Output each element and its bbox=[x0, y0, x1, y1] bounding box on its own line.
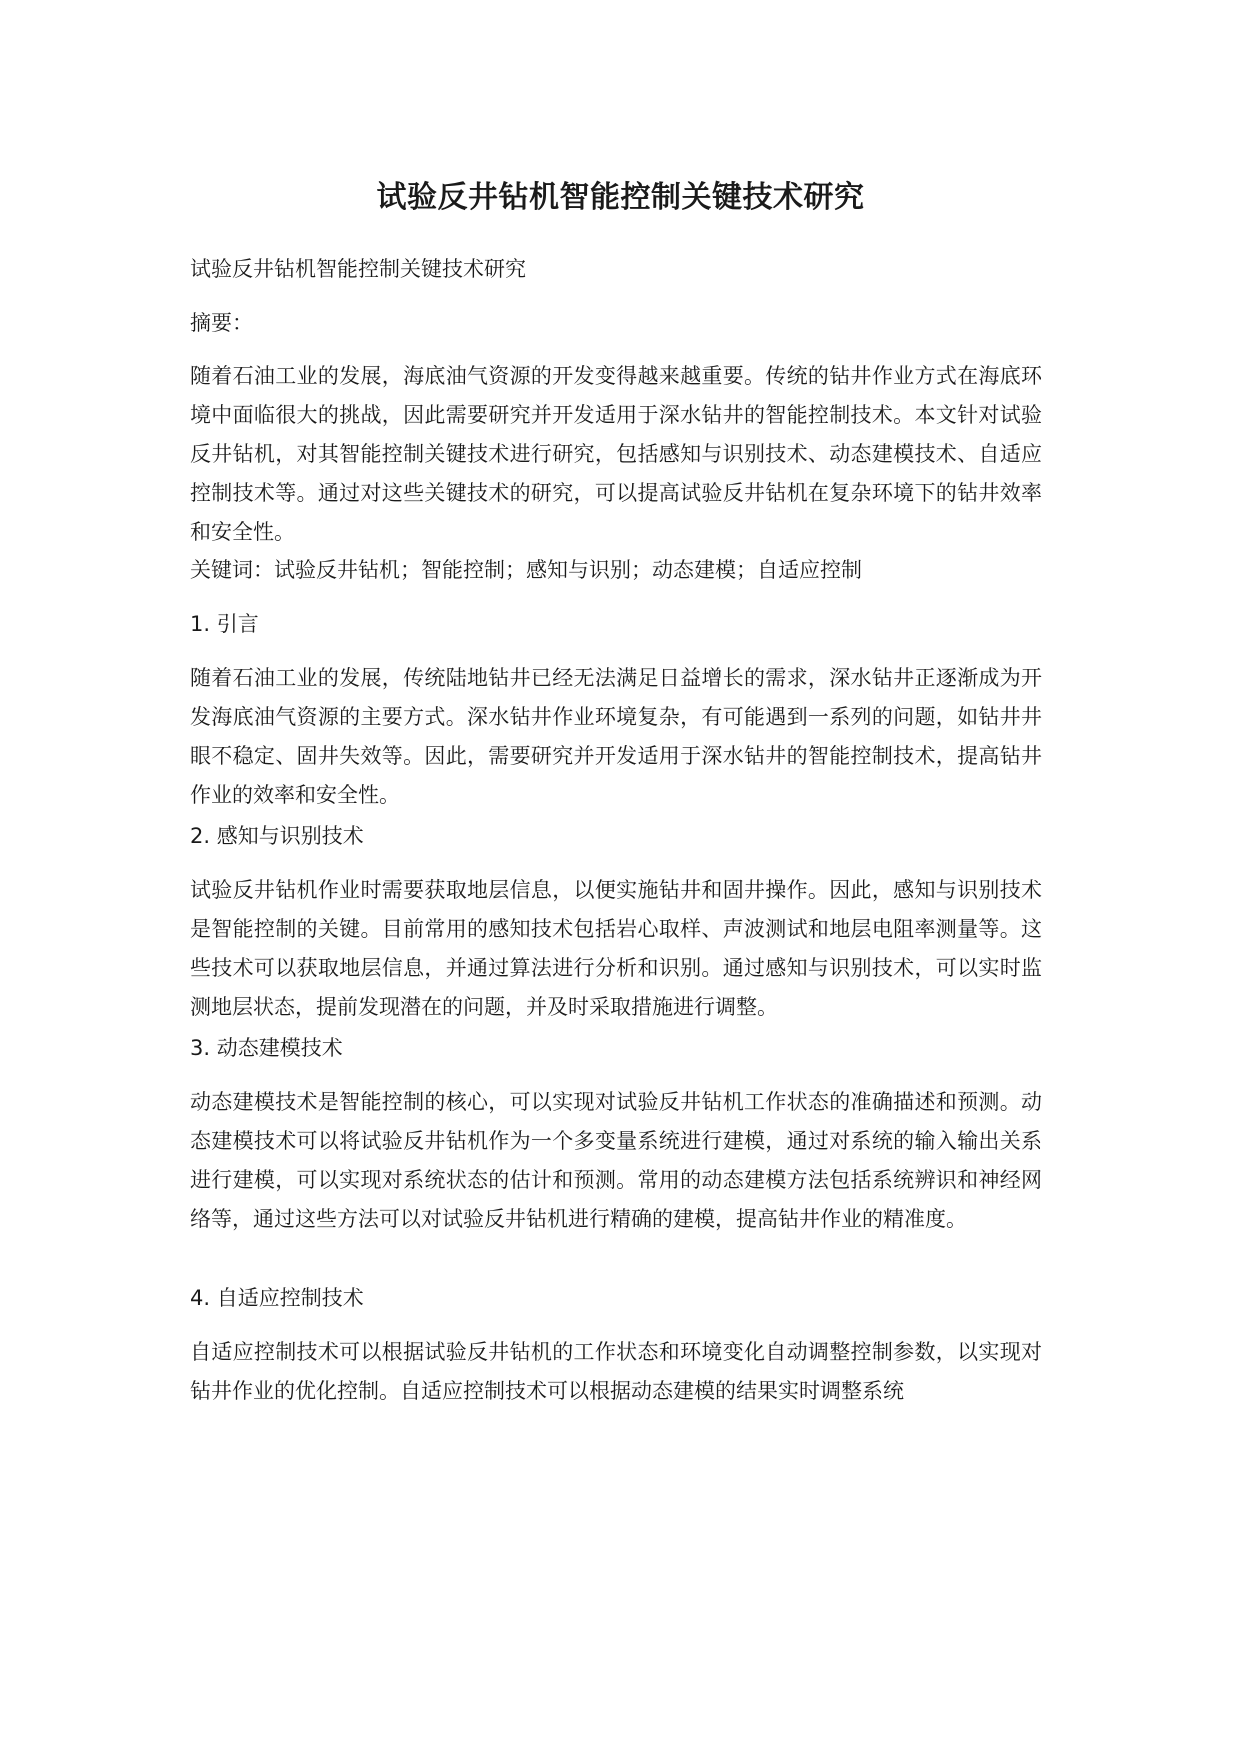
abstract-paragraph: 随着石油工业的发展，海底油气资源的开发变得越来越重要。传统的钻井作业方式在海底环境中面临很大的挑战，因此需要研究并开发适用于深水钻井的智能控制技术。本文针对试验反井钻机，对其智能控制关键技术进行研究，包括感知与识别技术、动态建模技术、自适应控制技术等。通过对这些关键技术的研究，可以提高试验反井钻机在复杂环境下的钻井效率和安全性。 bbox=[190, 364, 1042, 544]
document-title: 试验反井钻机智能控制关键技术研究 bbox=[376, 180, 865, 215]
abstract-label: 摘要： bbox=[190, 311, 253, 335]
section-heading-introduction: 1. 引言 bbox=[190, 612, 259, 636]
section-paragraph-introduction: 随着石油工业的发展，传统陆地钻井已经无法满足日益增长的需求，深水钻井正逐渐成为开发海底油气资源的主要方式。深水钻井作业环境复杂，有可能遇到一系列的问题，如钻井井眼不稳定、固井失效等。因此，需要研究并开发适用于深水钻井的智能控制技术，提高钻井作业的效率和安全性。 bbox=[190, 666, 1042, 807]
section-heading-adaptive-control: 4. 自适应控制技术 bbox=[190, 1286, 364, 1310]
section-paragraph-adaptive-control: 自适应控制技术可以根据试验反井钻机的工作状态和环境变化自动调整控制参数，以实现对钻井作业的优化控制。自适应控制技术可以根据动态建模的结果实时调整系统 bbox=[190, 1340, 1042, 1403]
section-paragraph-dynamic-modeling: 动态建模技术是智能控制的核心，可以实现对试验反井钻机工作状态的准确描述和预测。动态建模技术可以将试验反井钻机作为一个多变量系统进行建模，通过对系统的输入输出关系进行建模，可以实现对系统状态的估计和预测。常用的动态建模方法包括系统辨识和神经网络等，通过这些方法可以对试验反井钻机进行精确的建模，提高钻井作业的精准度。 bbox=[190, 1090, 1042, 1231]
keywords-line: 关键词：试验反井钻机；智能控制；感知与识别；动态建模；自适应控制 bbox=[190, 558, 862, 582]
section-heading-dynamic-modeling: 3. 动态建模技术 bbox=[190, 1036, 343, 1060]
section-heading-perception: 2. 感知与识别技术 bbox=[190, 824, 364, 848]
section-paragraph-perception: 试验反井钻机作业时需要获取地层信息，以便实施钻井和固井操作。因此，感知与识别技术是智能控制的关键。目前常用的感知技术包括岩心取样、声波测试和地层电阻率测量等。这些技术可以获取地层信息，并通过算法进行分析和识别。通过感知与识别技术，可以实时监测地层状态，提前发现潜在的问题，并及时采取措施进行调整。 bbox=[190, 878, 1042, 1019]
document-subtitle: 试验反井钻机智能控制关键技术研究 bbox=[190, 257, 526, 281]
